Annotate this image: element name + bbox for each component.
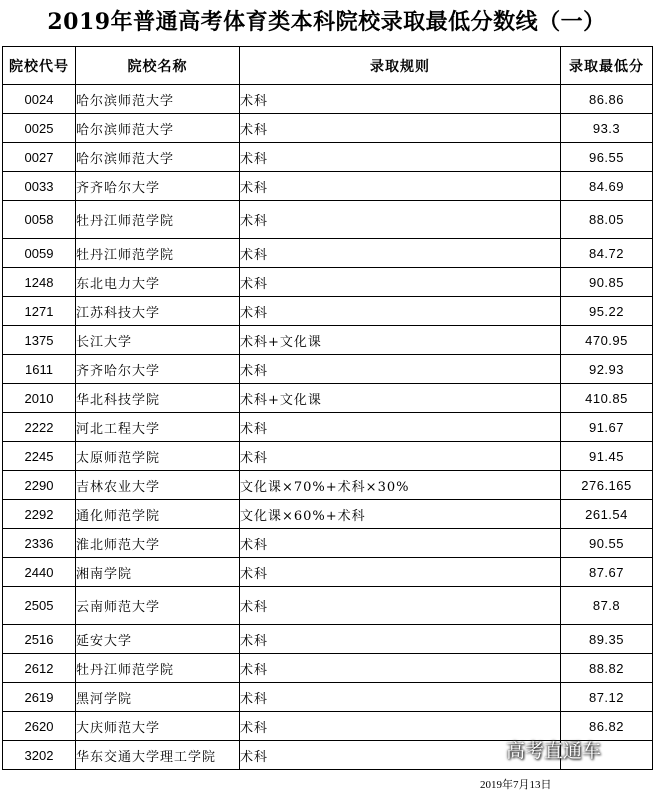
cell-rule: 文化课×70%+术科×30% <box>240 471 561 500</box>
cell-name: 太原师范学院 <box>76 442 240 471</box>
cell-rule: 术科 <box>240 297 561 326</box>
cell-name: 湘南学院 <box>76 558 240 587</box>
cell-code: 0033 <box>3 172 76 201</box>
table-row <box>3 500 653 529</box>
cell-rule: 术科 <box>240 355 561 384</box>
cell-name: 吉林农业大学 <box>76 471 240 500</box>
cell-code: 0024 <box>3 85 76 114</box>
cell-name: 华东交通大学理工学院 <box>76 741 240 770</box>
cell-code: 2245 <box>3 442 76 471</box>
cell-rule: 术科+文化课 <box>240 326 561 355</box>
cell-rule: 术科 <box>240 239 561 268</box>
cell-name: 云南师范大学 <box>76 587 240 625</box>
cell-code: 0058 <box>3 201 76 239</box>
cell-score: 96.55 <box>561 143 653 172</box>
table-row <box>3 201 653 239</box>
cell-code: 2505 <box>3 587 76 625</box>
table-row <box>3 85 653 114</box>
cell-name: 哈尔滨师范大学 <box>76 85 240 114</box>
cell-score: 84.69 <box>561 172 653 201</box>
cell-code: 2440 <box>3 558 76 587</box>
table-row <box>3 326 653 355</box>
cell-score: 90.85 <box>561 268 653 297</box>
cell-code: 2619 <box>3 683 76 712</box>
cell-rule: 术科 <box>240 683 561 712</box>
table-row <box>3 114 653 143</box>
cell-code: 2222 <box>3 413 76 442</box>
cell-rule: 术科 <box>240 558 561 587</box>
cell-code: 0027 <box>3 143 76 172</box>
watermark-logo: 高考直通车 <box>506 740 602 762</box>
cell-name: 东北电力大学 <box>76 268 240 297</box>
table-row <box>3 683 653 712</box>
admission-table <box>2 46 653 770</box>
cell-score: 88.82 <box>561 654 653 683</box>
cell-code: 1248 <box>3 268 76 297</box>
cell-code: 2620 <box>3 712 76 741</box>
cell-score: 92.93 <box>561 355 653 384</box>
cell-code: 1611 <box>3 355 76 384</box>
table-row <box>3 355 653 384</box>
cell-rule: 术科 <box>240 529 561 558</box>
cell-name: 江苏科技大学 <box>76 297 240 326</box>
cell-rule: 术科 <box>240 413 561 442</box>
cell-rule: 术科 <box>240 172 561 201</box>
cell-name: 通化师范学院 <box>76 500 240 529</box>
table-row <box>3 143 653 172</box>
cell-score: 90.55 <box>561 529 653 558</box>
table-row <box>3 172 653 201</box>
cell-code: 1271 <box>3 297 76 326</box>
cell-rule: 术科 <box>240 625 561 654</box>
cell-rule: 术科 <box>240 741 561 770</box>
cell-rule: 术科 <box>240 143 561 172</box>
cell-name: 华北科技学院 <box>76 384 240 413</box>
header-name: 院校名称 <box>76 47 240 85</box>
table-row <box>3 268 653 297</box>
table-header-row <box>3 47 653 85</box>
table-row <box>3 297 653 326</box>
cell-name: 哈尔滨师范大学 <box>76 143 240 172</box>
cell-rule: 文化课×60%+术科 <box>240 500 561 529</box>
cell-code: 2516 <box>3 625 76 654</box>
cell-code: 1375 <box>3 326 76 355</box>
cell-name: 长江大学 <box>76 326 240 355</box>
cell-name: 齐齐哈尔大学 <box>76 172 240 201</box>
cell-score: 86.86 <box>561 85 653 114</box>
table-row <box>3 471 653 500</box>
table-row <box>3 239 653 268</box>
cell-code: 2336 <box>3 529 76 558</box>
cell-score: 84.72 <box>561 239 653 268</box>
cell-rule: 术科 <box>240 268 561 297</box>
table-row <box>3 442 653 471</box>
table-row <box>3 558 653 587</box>
date-note: 2019年7月13日 <box>480 779 552 791</box>
cell-name: 河北工程大学 <box>76 413 240 442</box>
cell-score: 86.82 <box>561 712 653 741</box>
cell-rule: 术科 <box>240 587 561 625</box>
cell-name: 牡丹江师范学院 <box>76 201 240 239</box>
header-score: 录取最低分 <box>561 47 653 85</box>
cell-rule: 术科 <box>240 654 561 683</box>
cell-rule: 术科 <box>240 201 561 239</box>
page-title: 2019年普通高考体育类本科院校录取最低分数线（一） <box>47 9 606 35</box>
cell-rule: 术科 <box>240 442 561 471</box>
cell-code: 0059 <box>3 239 76 268</box>
table-row <box>3 529 653 558</box>
header-rule: 录取规则 <box>240 47 561 85</box>
cell-name: 哈尔滨师范大学 <box>76 114 240 143</box>
cell-score: 261.54 <box>561 500 653 529</box>
table-body <box>3 85 653 770</box>
table-row <box>3 413 653 442</box>
table-row <box>3 384 653 413</box>
cell-name: 淮北师范大学 <box>76 529 240 558</box>
cell-score: 93.3 <box>561 114 653 143</box>
cell-score: 276.165 <box>561 471 653 500</box>
cell-score: 88.05 <box>561 201 653 239</box>
cell-score: 470.95 <box>561 326 653 355</box>
cell-rule: 术科+文化课 <box>240 384 561 413</box>
cell-rule: 术科 <box>240 85 561 114</box>
table-row <box>3 625 653 654</box>
cell-code: 2010 <box>3 384 76 413</box>
cell-code: 2290 <box>3 471 76 500</box>
cell-code: 2612 <box>3 654 76 683</box>
cell-score: 87.8 <box>561 587 653 625</box>
cell-code: 0025 <box>3 114 76 143</box>
cell-code: 3202 <box>3 741 76 770</box>
cell-score: 91.67 <box>561 413 653 442</box>
cell-score: 410.85 <box>561 384 653 413</box>
cell-name: 延安大学 <box>76 625 240 654</box>
header-code: 院校代号 <box>3 47 76 85</box>
cell-score: 89.35 <box>561 625 653 654</box>
cell-rule: 术科 <box>240 712 561 741</box>
cell-rule: 术科 <box>240 114 561 143</box>
cell-name: 齐齐哈尔大学 <box>76 355 240 384</box>
table-row <box>3 654 653 683</box>
cell-name: 黑河学院 <box>76 683 240 712</box>
cell-name: 大庆师范大学 <box>76 712 240 741</box>
cell-score: 95.22 <box>561 297 653 326</box>
cell-name: 牡丹江师范学院 <box>76 654 240 683</box>
cell-score: 87.12 <box>561 683 653 712</box>
cell-score: 87.67 <box>561 558 653 587</box>
table-row <box>3 587 653 625</box>
cell-code: 2292 <box>3 500 76 529</box>
cell-score: 91.45 <box>561 442 653 471</box>
cell-name: 牡丹江师范学院 <box>76 239 240 268</box>
